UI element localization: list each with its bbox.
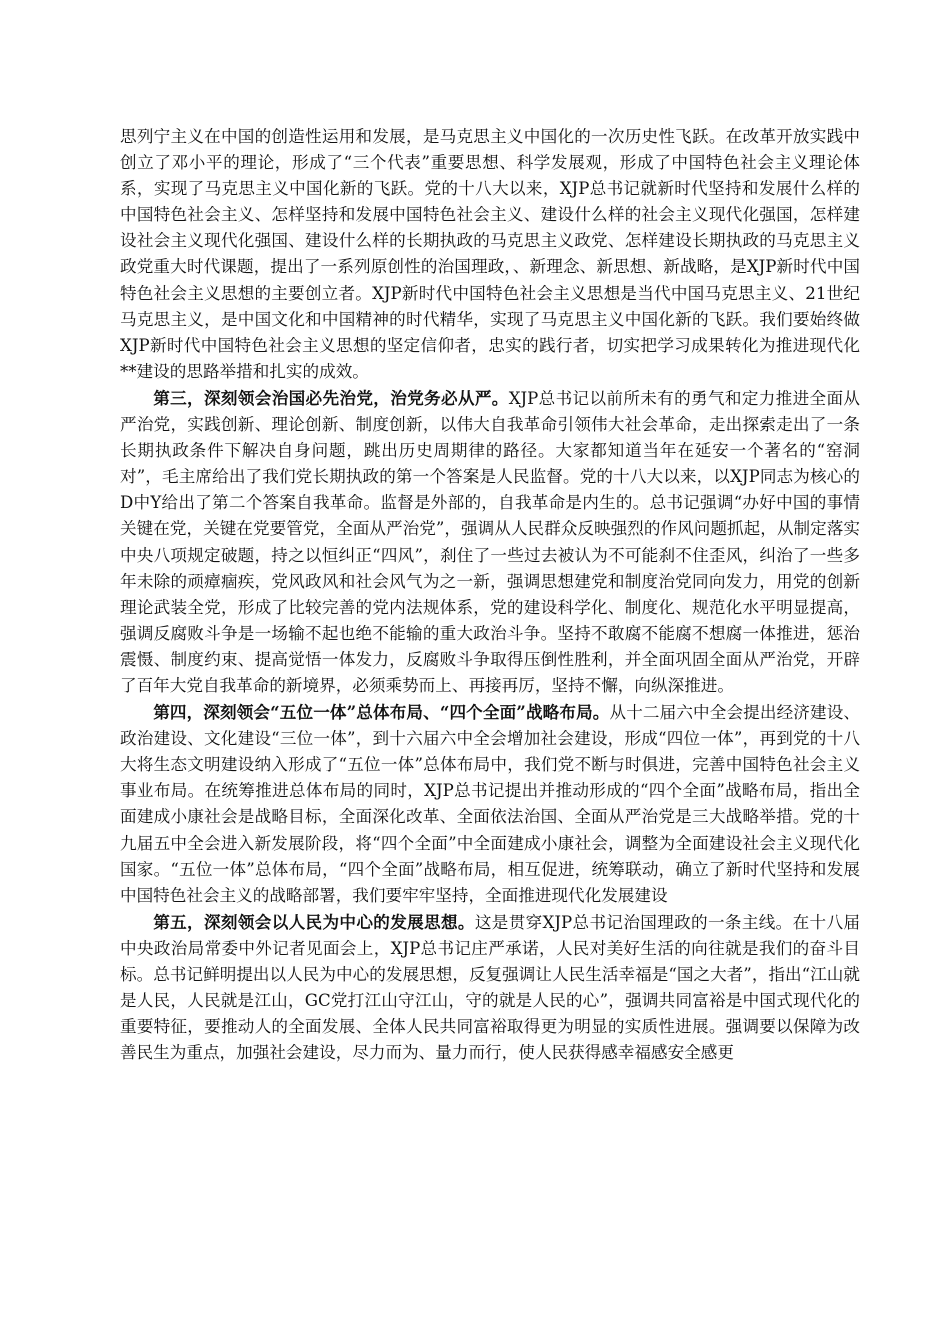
paragraph-2-text: XJP总书记以前所未有的勇气和定力推进全面从严治党，实践创新、理论创新、制度创新，以伟大自我革命引领伟大社会革命，走出探索走出了一条长期执政条件下解决自身问题，跳出历史周期律的路径。大家都知道当年在延安一个著名的“窑洞对”，毛主席给出了我们党长期执政的第一个答案是人民监督。党的十八大以来，以XJP同志为核心的D中Y给出了第二个答案自我革命。监督是外部的，自我革命是内生的。总书记强调“办好中国的事情关键在党，关键在党要管党，全面从严治党”，强调从人民群众反映强烈的作风问题抓起，从制定落实中央八项规定破题，持之以恒纠正“四风”，刹住了一些过去被认为不可能刹不住歪风，纠治了一些多年未除的顽瘴痼疾，党风政风和社会风气为之一新，强调思想建党和制度治党同向发力，用党的创新理论武装全党，形成了比较完善的党内法规体系，党的建设科学化、制度化、规范化水平明显提高，强调反腐败斗争是一场输不起也绝不能输的重大政治斗争。坚持不敢腐不能腐不想腐一体推进，惩治震慑、制度约束、提高觉悟一体发力，反腐败斗争取得压倒性胜利，并全面巩固全面从严治党，开辟了百年大党自我革命的新境界，必须乘势而上、再接再厉，坚持不懈，向纵深推进。 (120, 388, 860, 695)
paragraph-2 (120, 385, 860, 699)
paragraph-3 (120, 699, 860, 909)
paragraph-4-text: 这是贯穿XJP总书记治国理政的一条主线。在十八届中央政治局常委中外记者见面会上，XJP总书记庄严承诺，人民对美好生活的向往就是我们的奋斗目标。总书记鲜明提出以人民为中心的发展思想，反复强调让人民生活幸福是“国之大者”，指出“江山就是人民，人民就是江山，GC党打江山守江山，守的就是人民的心”，强调共同富裕是中国式现代化的重要特征，要推动人的全面发展、全体人民共同富裕取得更为明显的实质性进展。强调要以保障为改善民生为重点，加强社会建设，尽力而为、量力而行，使人民获得感幸福感安全感更 (120, 912, 860, 1063)
paragraph-2-heading: 第三，深刻领会治国必先治党，治党务必从严。 (153, 387, 509, 408)
paragraph-3-text: 从十二届六中全会提出经济建设、政治建设、文化建设“三位一体”，到十六届六中全会增加社会建设，形成“四位一体”，再到党的十八大将生态文明建设纳入形成了“五位一体”总体布局中，我们党不断与时俱进，完善中国特色社会主义事业布局。在统筹推进总体布局的同时，XJP总书记提出并推动形成的“四个全面”战略布局，指出全面建成小康社会是战略目标，全面深化改革、全面依法治国、全面从严治党是三大战略举措。党的十九届五中全会进入新发展阶段，将“四个全面”中全面建成小康社会，调整为全面建设社会主义现代化国家。“五位一体”总体布局，“四个全面”战略布局，相互促进，统筹联动，确立了新时代坚持和发展中国特色社会主义的战略部署，我们要牢牢坚持，全面推进现代化发展建设 (120, 703, 860, 905)
paragraph-3-heading: 第四，深刻领会“五位一体”总体布局、“四个全面”战略布局。 (153, 702, 610, 723)
paragraph-1-text: 思列宁主义在中国的创造性运用和发展，是马克思主义中国化的一次历史性飞跃。在改革开放实践中创立了邓小平的理论，形成了“三个代表”重要思想、科学发展观，形成了中国特色社会主义理论体系，实现了马克思主义中国化新的飞跃。党的十八大以来，XJP总书记就新时代坚持和发展什么样的中国特色社会主义、怎样坚持和发展中国特色社会主义、建设什么样的社会主义现代化强国，怎样建设社会主义现代化强国、建设什么样的长期执政的马克思主义政党、怎样建设长期执政的马克思主义政党重大时代课题，提出了一系列原创性的治国理政，、新理念、新思想、新战略，是XJP新时代中国特色社会主义思想的主要创立者。XJP新时代中国特色社会主义思想是当代中国马克思主义、21世纪马克思主义，是中国文化和中国精神的时代精华，实现了马克思主义中国化新的飞跃。我们要始终做XJP新时代中国特色社会主义思想的坚定信仰者，忠实的践行者，切实把学习成果转化为推进现代化**建设的思路举措和扎实的成效。 (120, 127, 860, 381)
paragraph-4 (120, 909, 860, 1067)
paragraph-1 (120, 124, 860, 385)
document-page (120, 124, 860, 1066)
paragraph-4-heading: 第五，深刻领会以人民为中心的发展思想。 (153, 911, 475, 932)
